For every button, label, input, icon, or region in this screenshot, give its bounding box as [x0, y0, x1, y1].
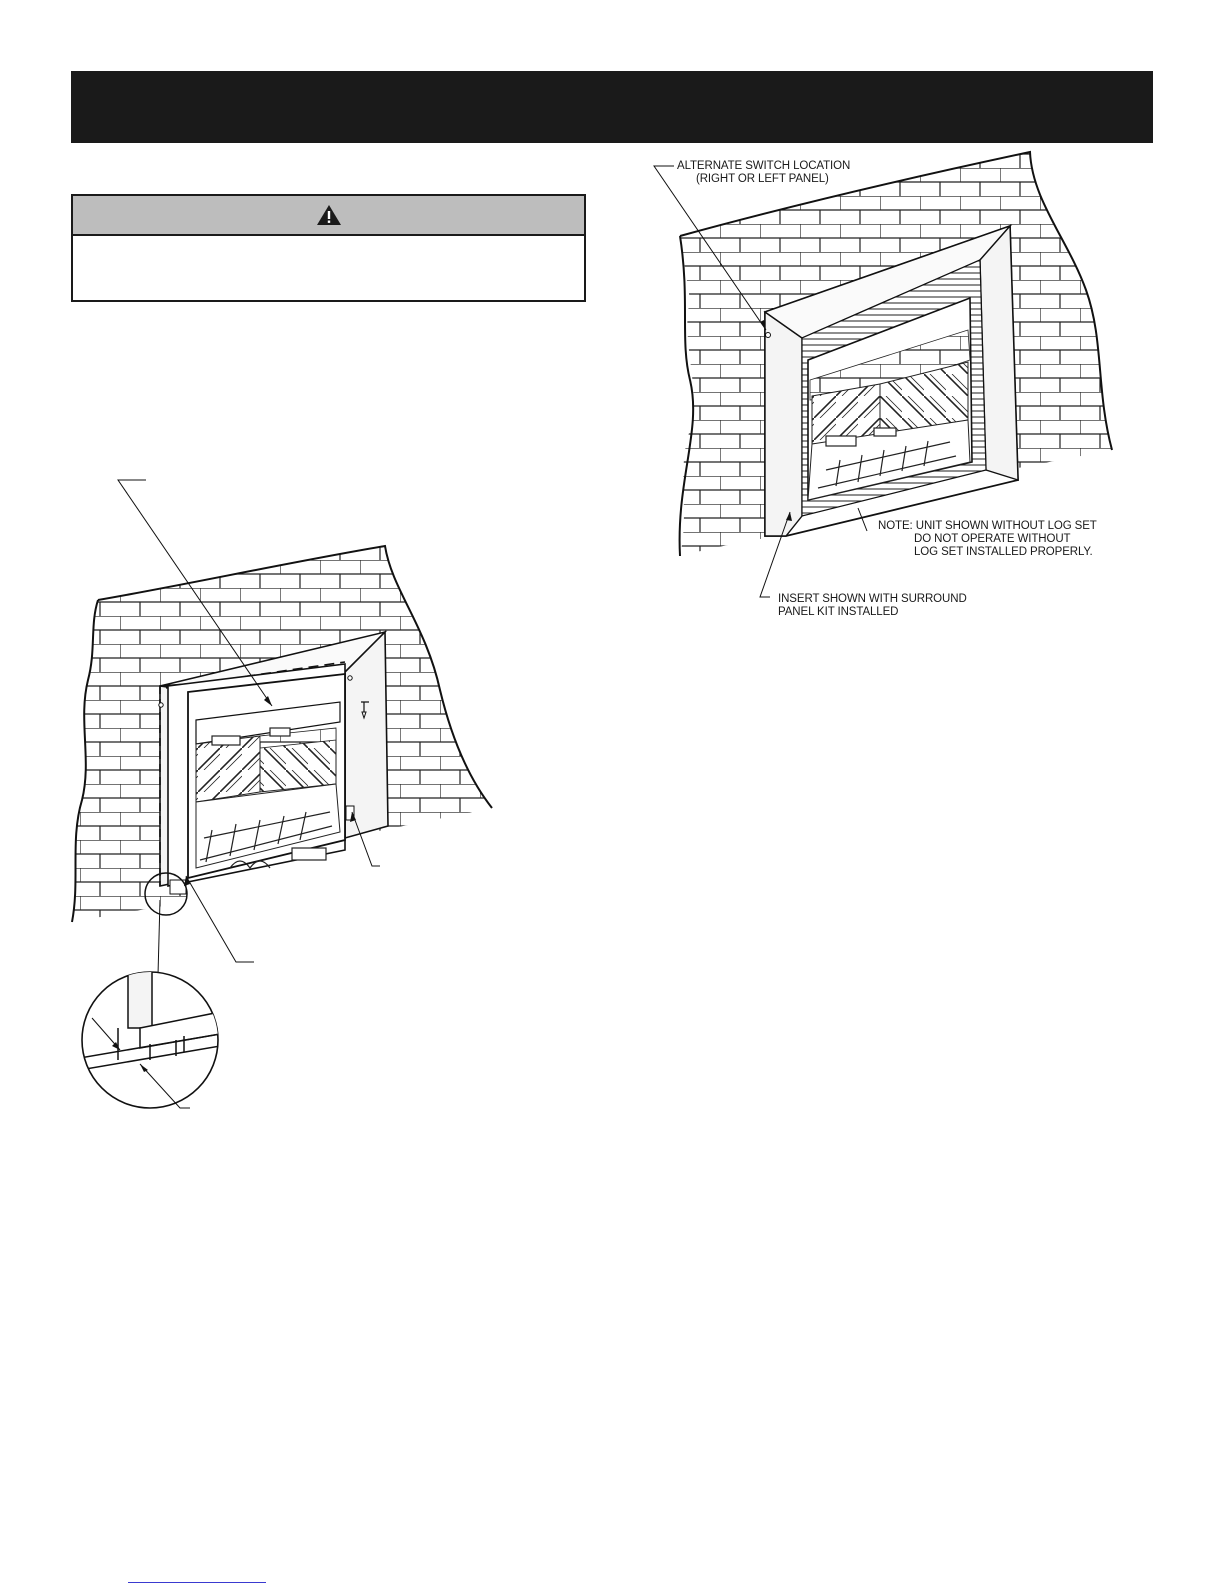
- footer-link-underline: [128, 1582, 266, 1583]
- callout-note-line1: NOTE: UNIT SHOWN WITHOUT LOG SET: [878, 520, 1097, 532]
- detail-magnifier: [80, 970, 220, 1108]
- callout-switch-location-line2: (RIGHT OR LEFT PANEL): [696, 173, 829, 185]
- left-figure: [60, 480, 510, 1108]
- callout-note-line3: LOG SET INSTALLED PROPERLY.: [914, 546, 1093, 558]
- callout-insert-line1: INSERT SHOWN WITH SURROUND: [778, 593, 967, 605]
- callout-insert-line2: PANEL KIT INSTALLED: [778, 606, 899, 618]
- callout-note-line2: DO NOT OPERATE WITHOUT: [914, 533, 1071, 545]
- callout-switch-location-line1: ALTERNATE SWITCH LOCATION: [677, 160, 851, 172]
